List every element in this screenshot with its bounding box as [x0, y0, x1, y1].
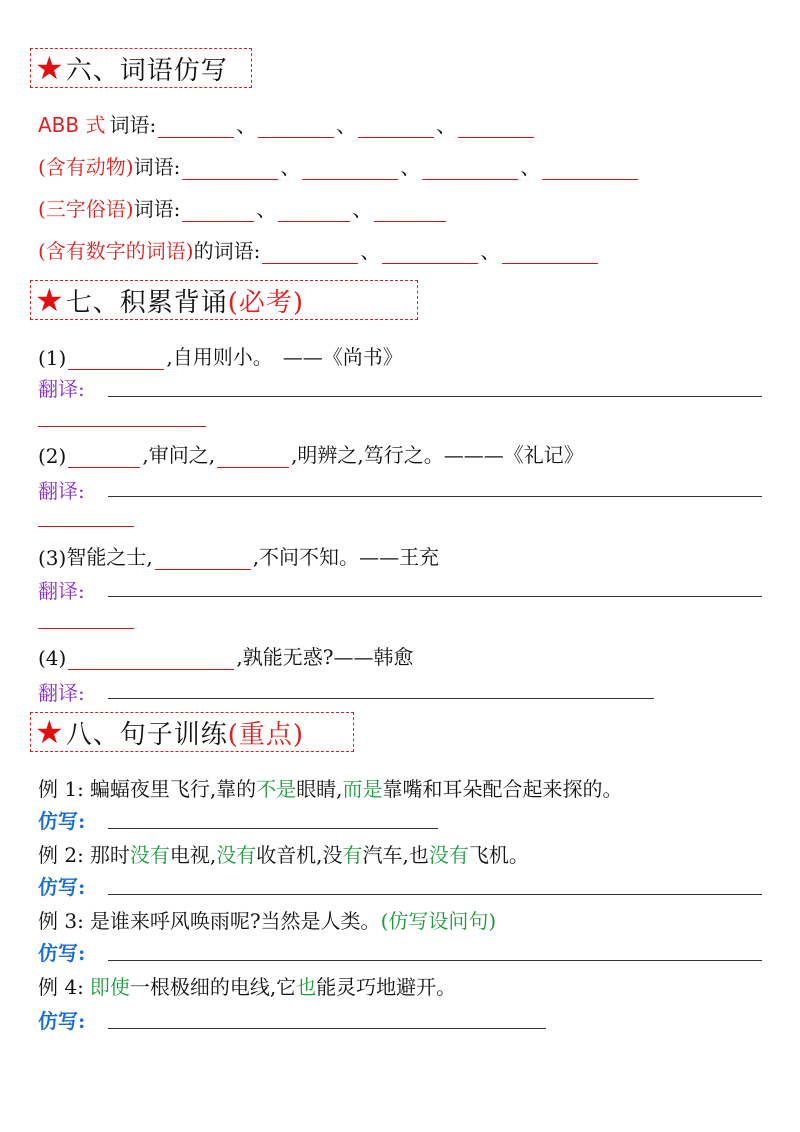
translate-line[interactable] — [38, 526, 134, 527]
fill-blank[interactable] — [382, 239, 478, 264]
imitate-4: 仿写: — [38, 1009, 86, 1033]
example-2: 例 2: 那时 没有 电视, 没有 收音机,没 有 汽车,也 没有 飞机。 — [38, 843, 529, 867]
fill-blank[interactable] — [374, 197, 446, 222]
fill-blank[interactable] — [302, 155, 398, 180]
fill-blank[interactable] — [258, 113, 334, 138]
imitate-1: 仿写: — [38, 809, 86, 833]
section-7-title: 七、积累背诵(必考) — [65, 287, 305, 318]
section-7-header — [30, 280, 418, 320]
translate-line[interactable] — [38, 628, 134, 629]
s6-row-3: (三字俗语) 词语: 、 、 — [38, 188, 448, 222]
translate-line[interactable] — [108, 496, 762, 497]
fill-blank[interactable] — [182, 197, 254, 222]
fill-blank[interactable] — [68, 345, 164, 370]
fill-blank[interactable] — [458, 113, 534, 138]
recite-item-3: (3) 智能之士, ,不问不知。 ——王充 — [38, 545, 440, 570]
translate-3: 翻译: — [38, 579, 85, 603]
fill-blank[interactable] — [158, 113, 234, 138]
imitate-3: 仿写: — [38, 941, 86, 965]
fill-blank[interactable] — [68, 443, 140, 468]
s6-row-4: (含有数字的词语) 的词语: 、 、 — [38, 230, 600, 264]
fill-blank[interactable] — [542, 155, 638, 180]
translate-2: 翻译: — [38, 479, 85, 503]
fill-blank[interactable] — [155, 545, 251, 570]
section-8-header — [30, 712, 354, 752]
s6-row-1: ABB 式 词语: 、 、 、 — [38, 104, 536, 138]
section-6-header — [30, 48, 252, 88]
star-icon: ★ — [35, 281, 64, 319]
imitate-line[interactable] — [108, 1028, 546, 1029]
fill-blank[interactable] — [422, 155, 518, 180]
recite-item-2: (2) ,审问之, ,明辨之,笃行之。 ———《礼记》 — [38, 443, 584, 468]
translate-line[interactable] — [108, 596, 762, 597]
section-8-title: 八、句子训练(重点) — [65, 719, 305, 750]
fill-blank[interactable] — [358, 113, 434, 138]
fill-blank[interactable] — [262, 239, 358, 264]
fill-blank[interactable] — [502, 239, 598, 264]
fill-blank[interactable] — [278, 197, 350, 222]
imitate-line[interactable] — [108, 828, 438, 829]
recite-item-1: (1) ,自用则小。 ——《尚书》 — [38, 345, 403, 370]
star-icon: ★ — [35, 713, 64, 751]
star-icon: ★ — [35, 49, 64, 87]
example-1: 例 1: 蝙蝠夜里飞行,靠的 不是 眼睛, 而是 靠嘴和耳朵配合起来探的。 — [38, 777, 623, 801]
s6-row-2: (含有动物) 词语: 、 、 、 — [38, 146, 640, 180]
fill-blank[interactable] — [217, 443, 289, 468]
example-4: 例 4: 即使 一根极细的电线,它 也 能灵巧地避开。 — [38, 975, 457, 999]
imitate-line[interactable] — [108, 894, 762, 895]
translate-line[interactable] — [38, 426, 206, 427]
example-3: 例 3: 是谁来呼风唤雨呢?当然是人类。 (仿写设问句) — [38, 909, 497, 933]
section-6-title: 六、词语仿写 — [65, 55, 228, 86]
fill-blank[interactable] — [182, 155, 278, 180]
imitate-2: 仿写: — [38, 875, 86, 899]
imitate-line[interactable] — [108, 960, 762, 961]
translate-line[interactable] — [108, 396, 762, 397]
translate-4: 翻译: — [38, 681, 85, 705]
translate-line[interactable] — [108, 698, 654, 699]
recite-item-4: (4) ,孰能无惑? ——韩愈 — [38, 645, 414, 670]
translate-1: 翻译: — [38, 377, 85, 401]
fill-blank[interactable] — [68, 645, 234, 670]
